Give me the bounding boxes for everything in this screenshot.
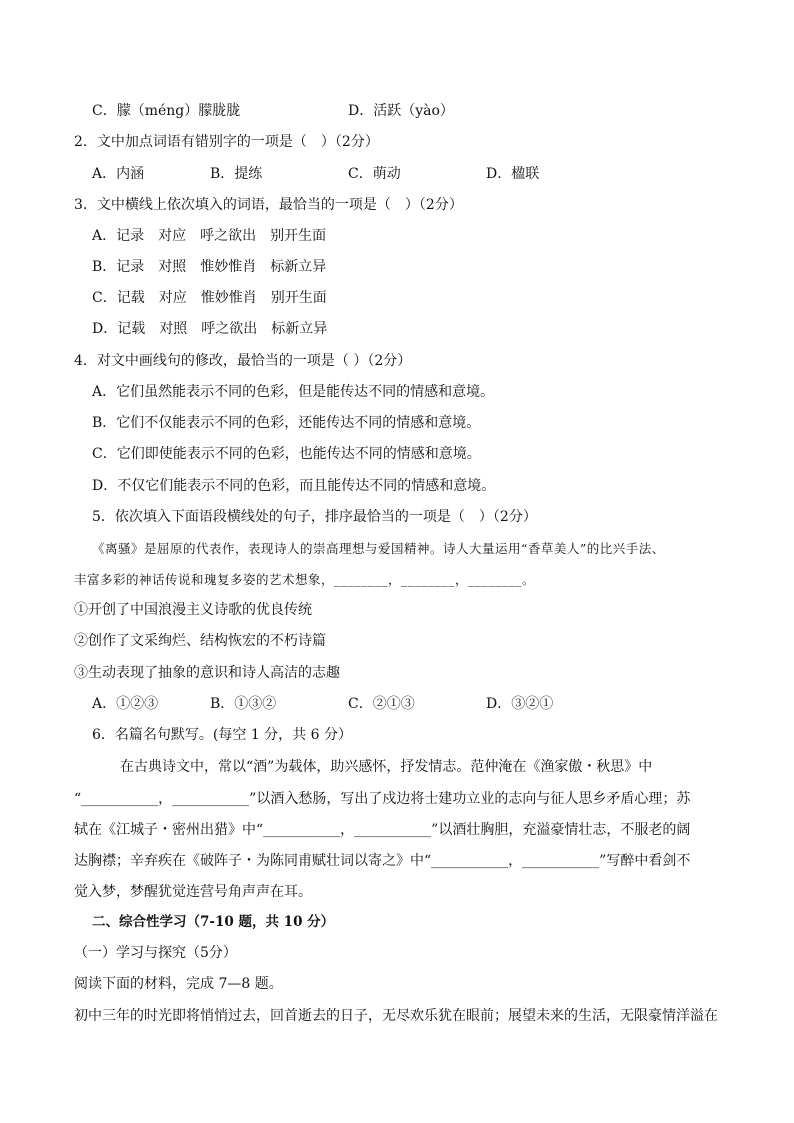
section-2-title: 二、综合性学习（7-10 题，共 10 分）: [92, 914, 335, 930]
section-2-material-text: 初中三年的时光即将悄悄过去，回首逝去的日子，无尽欢乐犹在眼前；展望未来的生活，无限豪情洋溢在: [74, 1008, 718, 1024]
q6-paragraph-line-1: 在古典诗文中，常以“酒”为载体，助兴感怀，抒发情志。范仲淹在《渔家傲・秋思》中: [120, 759, 653, 775]
q4-option-b: B．它们不仅能表示不同的色彩，还能传达不同的情感和意境。: [92, 415, 481, 431]
q6-paragraph-line-3: 轼在《江城子・密州出猎》中“___________，___________”以酒壮胸胆，充溢豪情壮志，不服老的阔: [74, 822, 691, 838]
q3-option-d: D．记载 对照 呼之欲出 标新立异: [92, 321, 328, 337]
q5-passage-line-1: 《离骚》是屈原的代表作，表现诗人的崇高理想与爱国精神。诗人大量运用“香草美人”的比兴手法、: [92, 541, 665, 556]
q3-option-b: B．记录 对照 惟妙惟肖 标新立异: [92, 259, 327, 275]
q3-stem: 3．文中横线上依次填入的词语，最恰当的一项是（ ）（2分）: [74, 197, 463, 213]
q4-stem: 4．对文中画线句的修改，最恰当的一项是（ ）（2分）: [74, 353, 412, 369]
q2-stem: 2．文中加点词语有错别字的一项是（ ）（2分）: [74, 134, 379, 150]
q2-option-c: C．萌动: [348, 166, 401, 182]
q2-option-d: D．楹联: [486, 166, 540, 182]
q6-paragraph-line-2: “___________，___________”以酒入愁肠，写出了戍边将士建功立业的志向与征人思乡矛盾心理；苏: [74, 791, 691, 807]
q4-option-c: C．它们即使能表示不同的色彩，也能传达不同的情感和意境。: [92, 446, 481, 462]
section-2-subsection-title: （一）学习与探究（5分）: [74, 945, 237, 961]
q6-paragraph-line-5: 觉入梦，梦醒犹觉连营号角声声在耳。: [74, 884, 312, 900]
q2-option-b: B．提练: [210, 166, 263, 182]
q5-option-c: C．②①③: [348, 696, 415, 712]
q5-sentence-3: ③生动表现了抽象的意识和诗人高洁的志趣: [74, 665, 340, 681]
q5-option-a: A．①②③: [92, 696, 159, 712]
q5-sentence-1: ①开创了中国浪漫主义诗歌的优良传统: [74, 602, 312, 618]
q6-stem: 6．名篇名句默写。(每空 1 分，共 6 分）: [92, 727, 352, 743]
q6-paragraph-line-4: 达胸襟；辛弃疾在《破阵子・为陈同甫赋壮词以寄之》中“___________，___________”写醉中看剑不: [74, 853, 691, 869]
q2-option-a: A．内涵: [92, 166, 145, 182]
q5-sentence-2: ②创作了文采绚烂、结构恢宏的不朽诗篇: [74, 633, 326, 649]
q5-option-d: D．③②①: [486, 696, 554, 712]
q5-passage-line-2: 丰富多彩的神话传说和瑰复多姿的艺术想象，________，________，________。: [74, 572, 536, 587]
q3-option-a: A．记录 对应 呼之欲出 别开生面: [92, 228, 327, 244]
q4-option-d: D．不仅它们能表示不同的色彩，而且能传达不同的情感和意境。: [92, 478, 496, 494]
q4-option-a: A．它们虽然能表示不同的色彩，但是能传达不同的情感和意境。: [92, 384, 495, 400]
section-2-instruction: 阅读下面的材料，完成 7—8 题。: [74, 976, 283, 992]
q1-option-d: D．活跃（yào）: [348, 103, 454, 119]
q5-stem: 5．依次填入下面语段横线处的句子，排序最恰当的一项是（ ）（2分）: [92, 509, 537, 525]
q3-option-c: C．记载 对应 惟妙惟肖 别开生面: [92, 290, 327, 306]
q1-option-c: C．朦（méng）朦胧胧: [92, 103, 241, 119]
q5-option-b: B．①③②: [210, 696, 277, 712]
